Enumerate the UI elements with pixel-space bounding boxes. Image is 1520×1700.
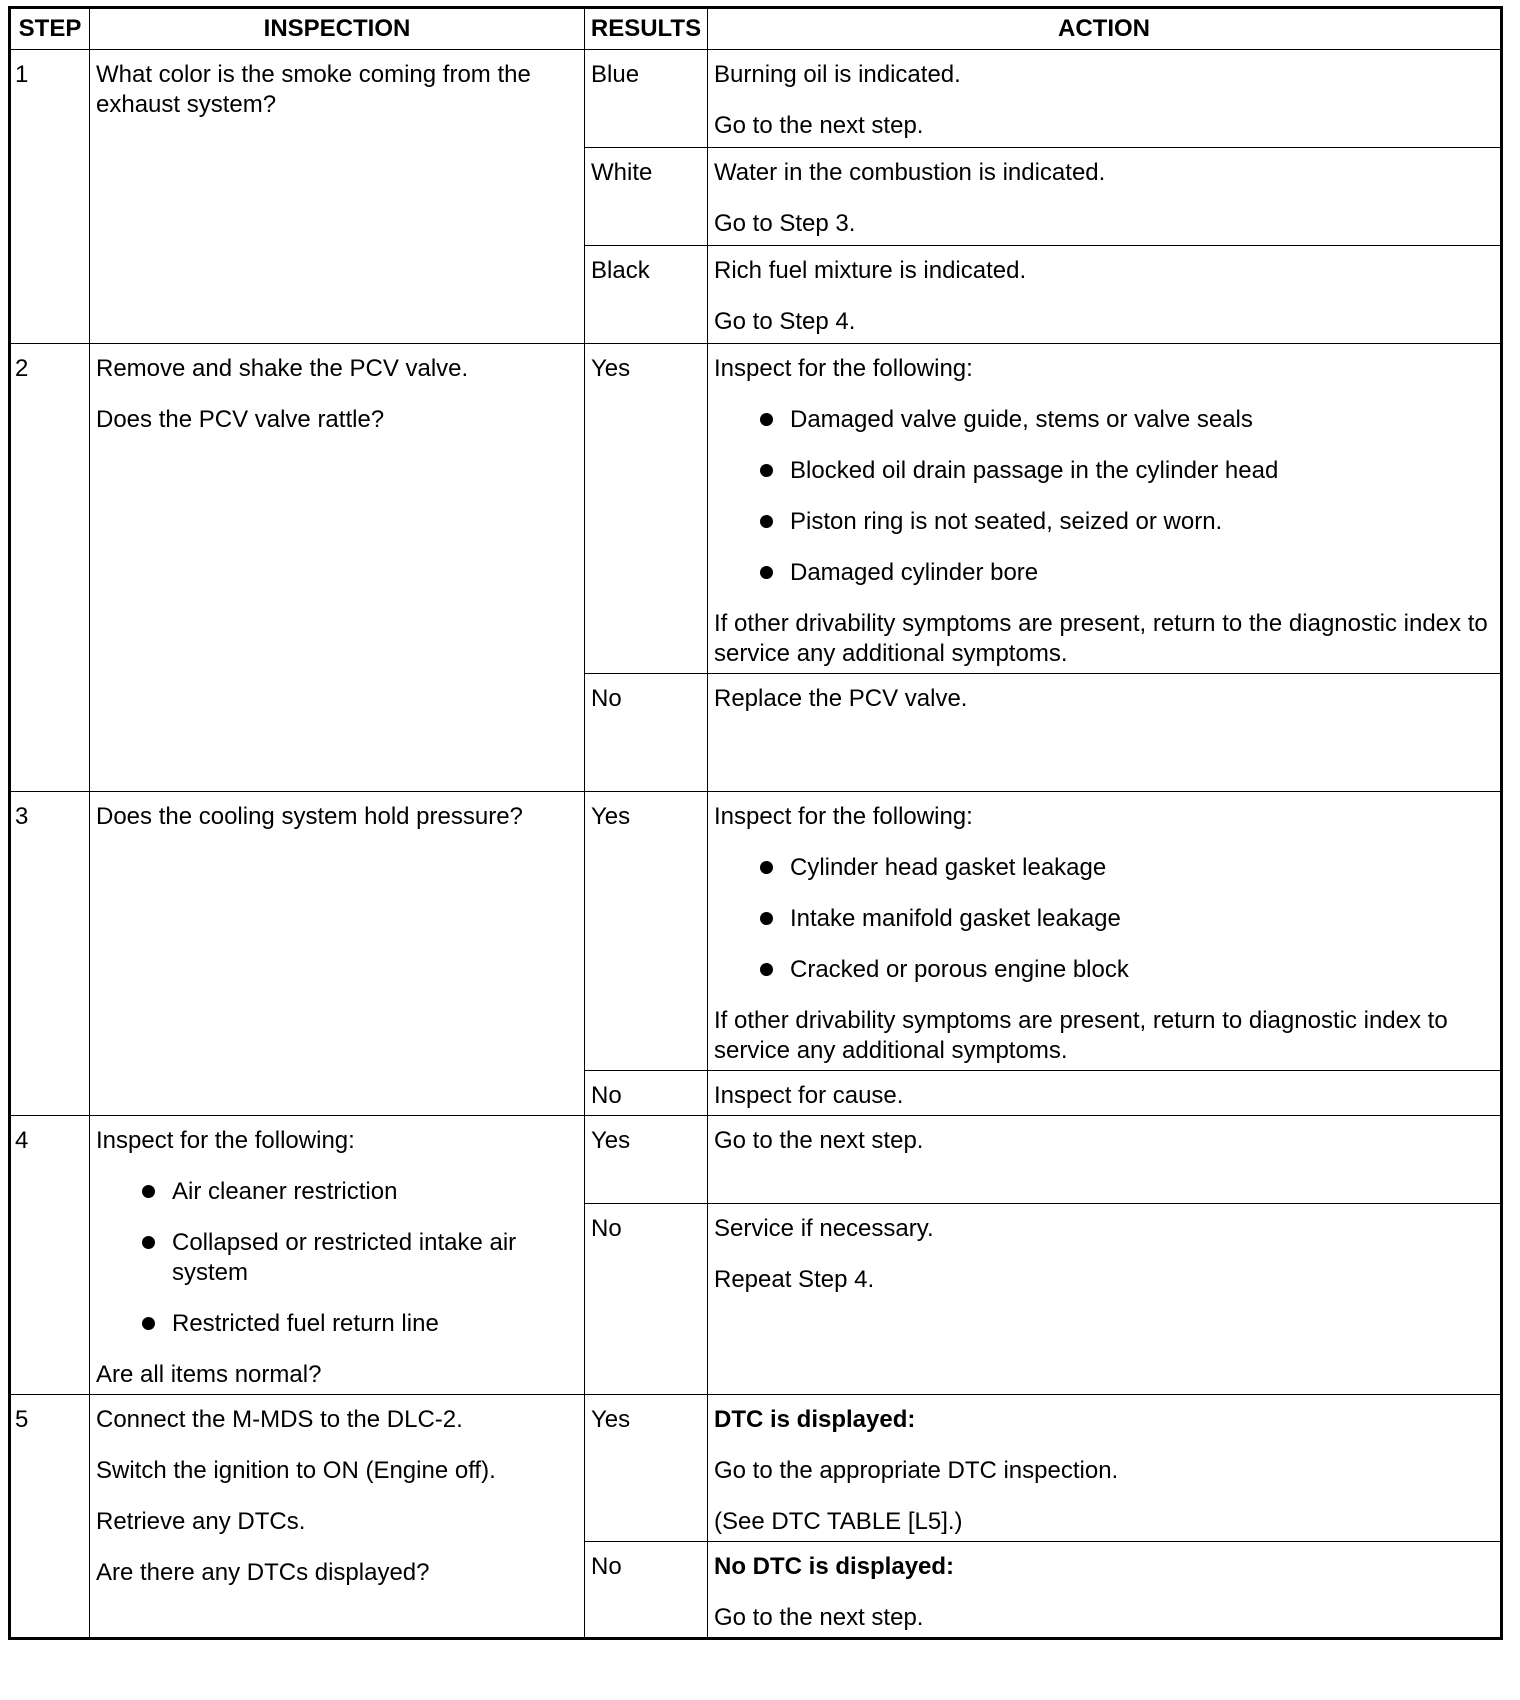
action-cell xyxy=(708,246,1502,344)
table-row xyxy=(10,50,1502,148)
action-text: If other drivability symptoms are present, return to the diagnostic index to service any additional symptoms. xyxy=(714,610,1488,667)
action-text: Go to Step 3. xyxy=(714,210,856,237)
action-text: Inspect for the following: xyxy=(714,355,973,382)
table-row xyxy=(10,344,1502,674)
list-item: Piston ring is not seated, seized or worn. xyxy=(756,507,1494,537)
action-text: Go to the appropriate DTC inspection. xyxy=(714,1457,1119,1484)
result-cell: No xyxy=(585,1204,708,1395)
header-inspection: INSPECTION xyxy=(90,8,585,50)
action-cell xyxy=(708,50,1502,148)
result-cell: Yes xyxy=(585,1116,708,1204)
action-heading: DTC is displayed: xyxy=(714,1406,916,1433)
action-text: Inspect for cause. xyxy=(714,1082,904,1109)
inspection-cell xyxy=(90,50,585,344)
action-text: Go to Step 4. xyxy=(714,308,856,335)
action-text: Go to the next step. xyxy=(714,1604,924,1631)
list-item: Collapsed or restricted intake air system xyxy=(138,1228,578,1288)
action-text: Go to the next step. xyxy=(714,112,924,139)
inspection-text: Remove and shake the PCV valve. xyxy=(96,355,469,382)
step-number: 1 xyxy=(10,50,90,344)
header-action: ACTION xyxy=(708,8,1502,50)
list-item: Cylinder head gasket leakage xyxy=(756,853,1494,883)
action-text: If other drivability symptoms are present, return to diagnostic index to service any additional symptoms. xyxy=(714,1007,1448,1064)
action-text: Burning oil is indicated. xyxy=(714,61,961,88)
inspection-text: What color is the smoke coming from the exhaust system? xyxy=(96,61,531,118)
action-cell xyxy=(708,1204,1502,1395)
step-number: 5 xyxy=(10,1395,90,1639)
result-cell: Yes xyxy=(585,1395,708,1542)
action-text: Replace the PCV valve. xyxy=(714,685,968,712)
result-cell: White xyxy=(585,148,708,246)
step-number: 2 xyxy=(10,344,90,792)
result-cell: Yes xyxy=(585,344,708,674)
list-item: Damaged cylinder bore xyxy=(756,558,1494,588)
result-cell: Yes xyxy=(585,792,708,1071)
inspection-text: Switch the ignition to ON (Engine off). xyxy=(96,1457,496,1484)
action-cell xyxy=(708,1542,1502,1639)
bullet-list xyxy=(714,405,1494,588)
action-cell xyxy=(708,792,1502,1071)
inspection-text: Connect the M-MDS to the DLC-2. xyxy=(96,1406,463,1433)
inspection-cell xyxy=(90,1395,585,1639)
header-step: STEP xyxy=(10,8,90,50)
inspection-cell xyxy=(90,344,585,792)
list-item: Blocked oil drain passage in the cylinder head xyxy=(756,456,1494,486)
list-item: Cracked or porous engine block xyxy=(756,955,1494,985)
action-cell xyxy=(708,1116,1502,1204)
inspection-text: Does the cooling system hold pressure? xyxy=(96,803,523,830)
inspection-text: Inspect for the following: xyxy=(96,1127,355,1154)
action-cell xyxy=(708,674,1502,792)
action-heading: No DTC is displayed: xyxy=(714,1553,955,1580)
result-cell: Blue xyxy=(585,50,708,148)
result-cell: No xyxy=(585,1542,708,1639)
diagnostic-table xyxy=(8,6,1503,1640)
action-text: Go to the next step. xyxy=(714,1127,924,1154)
action-text: (See DTC TABLE [L5].) xyxy=(714,1508,963,1535)
inspection-cell xyxy=(90,1116,585,1395)
list-item: Damaged valve guide, stems or valve seals xyxy=(756,405,1494,435)
inspection-text: Are there any DTCs displayed? xyxy=(96,1559,430,1586)
action-text: Repeat Step 4. xyxy=(714,1266,875,1293)
inspection-cell xyxy=(90,792,585,1116)
result-cell: No xyxy=(585,1071,708,1116)
action-cell xyxy=(708,1395,1502,1542)
table-row xyxy=(10,792,1502,1071)
bullet-list xyxy=(714,853,1494,985)
table-row xyxy=(10,1116,1502,1204)
result-cell: No xyxy=(585,674,708,792)
inspection-text: Does the PCV valve rattle? xyxy=(96,406,385,433)
header-results: RESULTS xyxy=(585,8,708,50)
action-text: Inspect for the following: xyxy=(714,803,973,830)
bullet-list xyxy=(96,1177,578,1339)
table-row xyxy=(10,1395,1502,1542)
list-item: Air cleaner restriction xyxy=(138,1177,578,1207)
action-text: Rich fuel mixture is indicated. xyxy=(714,257,1027,284)
inspection-text: Are all items normal? xyxy=(96,1361,322,1388)
list-item: Intake manifold gasket leakage xyxy=(756,904,1494,934)
action-text: Service if necessary. xyxy=(714,1215,934,1242)
action-cell xyxy=(708,148,1502,246)
result-cell: Black xyxy=(585,246,708,344)
step-number: 3 xyxy=(10,792,90,1116)
action-cell xyxy=(708,1071,1502,1116)
action-text: Water in the combustion is indicated. xyxy=(714,159,1106,186)
header-row xyxy=(10,8,1502,50)
step-number: 4 xyxy=(10,1116,90,1395)
action-cell xyxy=(708,344,1502,674)
inspection-text: Retrieve any DTCs. xyxy=(96,1508,306,1535)
list-item: Restricted fuel return line xyxy=(138,1309,578,1339)
